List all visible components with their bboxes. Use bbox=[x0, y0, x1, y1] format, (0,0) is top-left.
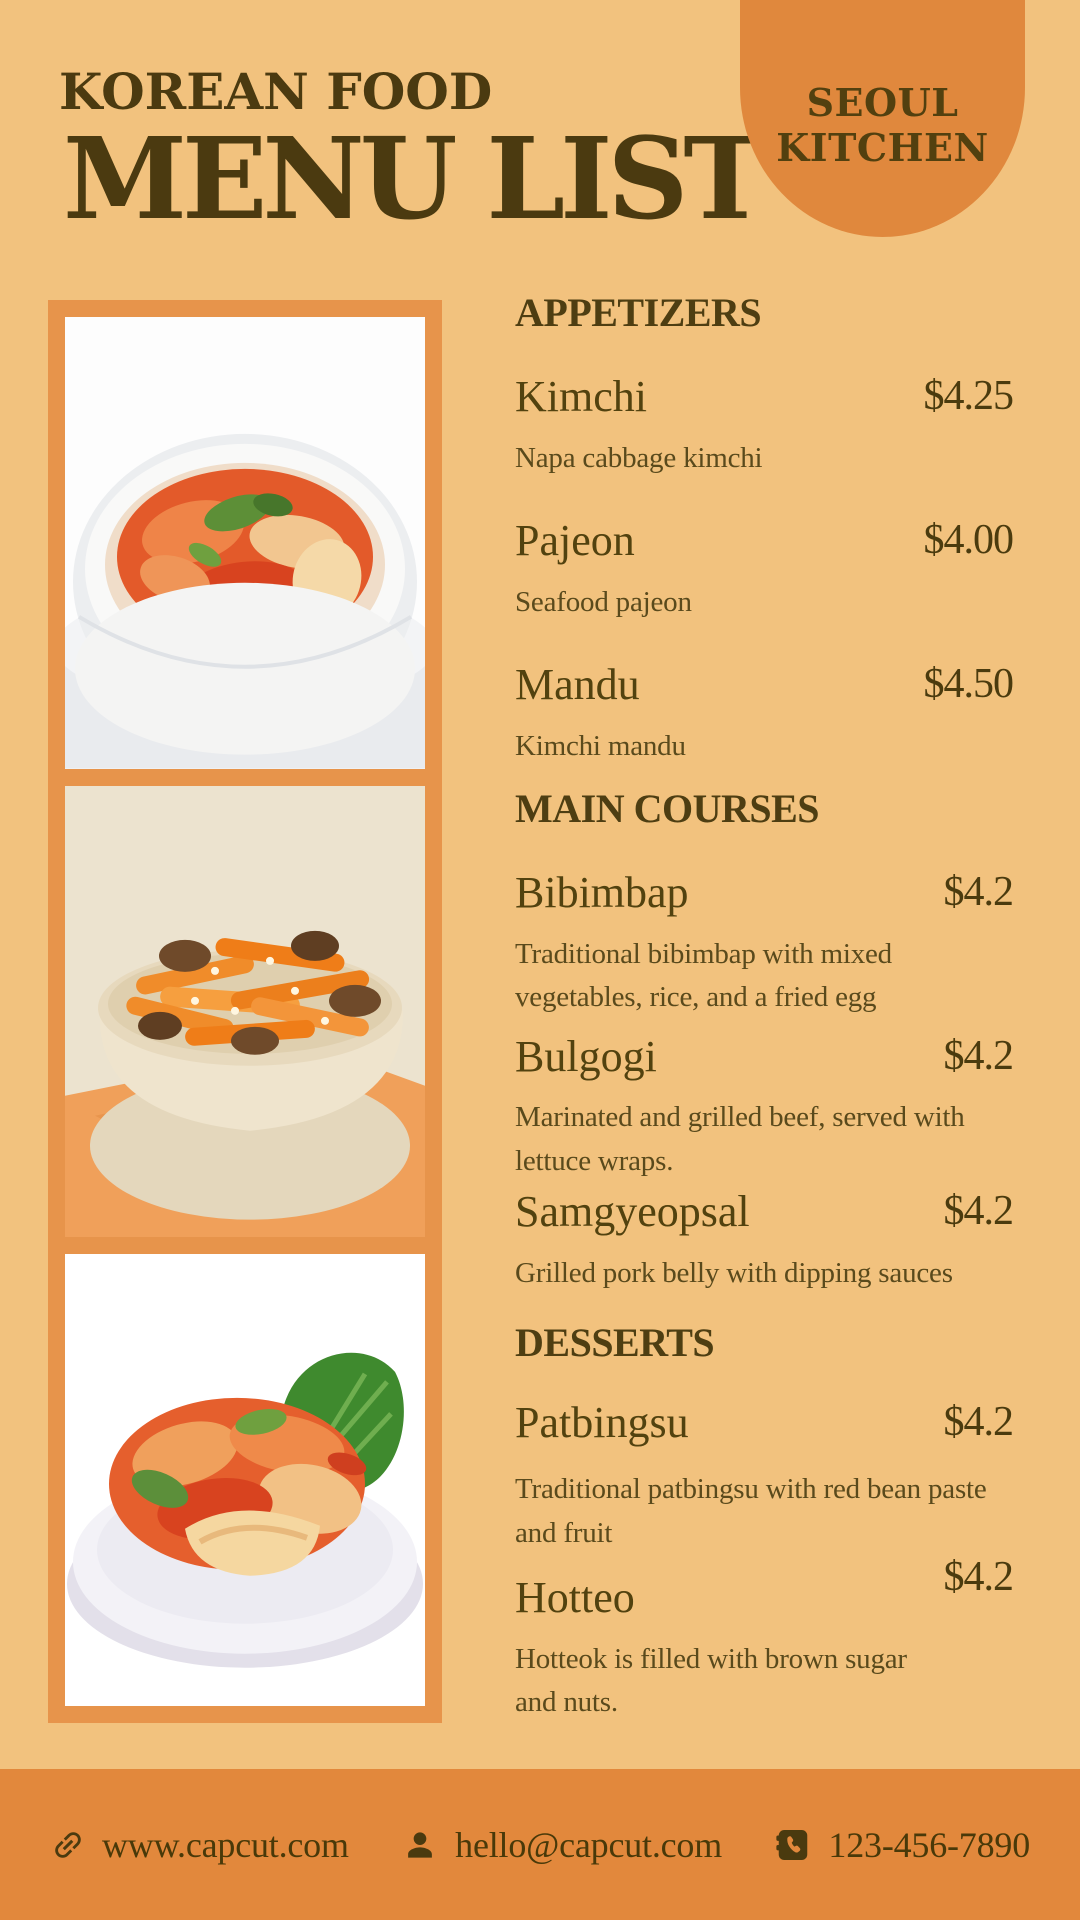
menu-item-hotteo bbox=[515, 1554, 1013, 1624]
item-name: Bulgogi bbox=[515, 1031, 657, 1081]
item-name: Hotteo bbox=[515, 1573, 635, 1623]
desc-line: Grilled pork belly with dipping sauces bbox=[515, 1257, 953, 1290]
item-name: Patbingsu bbox=[515, 1397, 689, 1447]
desc-line: vegetables, rice, and a fried egg bbox=[515, 981, 877, 1014]
item-name: Kimchi bbox=[515, 372, 647, 421]
footer-website-text: www.capcut.com bbox=[102, 1824, 349, 1865]
item-description bbox=[515, 1638, 1013, 1725]
menu-item-samgyeopsal bbox=[515, 1187, 1013, 1238]
footer-phone-text: 123-456-7890 bbox=[828, 1824, 1030, 1865]
menu-item-kimchi bbox=[515, 372, 1013, 423]
header-subtitle: KOREAN FOOD bbox=[59, 62, 493, 121]
desc-line: Napa cabbage kimchi bbox=[515, 441, 763, 474]
item-price: $4.00 bbox=[923, 517, 1013, 564]
item-price: $4.2 bbox=[943, 1188, 1013, 1235]
brand-name-line2: KITCHEN bbox=[776, 124, 989, 170]
footer-contact-bar bbox=[0, 1769, 1080, 1920]
brand-name-line1: SEOUL bbox=[806, 79, 959, 125]
desc-line: Traditional bibimbap with mixed bbox=[515, 937, 892, 970]
photo-kimchi-plate bbox=[65, 1254, 425, 1706]
menu-item-bulgogi bbox=[515, 1032, 1013, 1083]
item-description bbox=[515, 1468, 1013, 1555]
item-price: $4.2 bbox=[943, 869, 1013, 916]
menu bbox=[515, 290, 1013, 1725]
item-price: $4.2 bbox=[943, 1554, 1013, 1601]
menu-item-patbingsu bbox=[515, 1398, 1013, 1449]
item-description bbox=[515, 1252, 1013, 1296]
item-description bbox=[515, 725, 1013, 769]
item-price: $4.2 bbox=[943, 1032, 1013, 1079]
phone-icon bbox=[774, 1826, 812, 1864]
section-title-appetizers: APPETIZERS bbox=[515, 290, 762, 335]
item-name: Mandu bbox=[515, 660, 640, 710]
item-description bbox=[515, 581, 1013, 625]
photo-carrot-salad bbox=[65, 786, 425, 1238]
item-description bbox=[515, 933, 1013, 1020]
desc-line: Marinated and grilled beef, served with bbox=[515, 1101, 965, 1134]
link-icon bbox=[50, 1827, 86, 1863]
photo-frame bbox=[48, 300, 442, 1723]
menu-item-mandu bbox=[515, 660, 1013, 711]
page-title: MENU LIST bbox=[63, 113, 762, 245]
kimchi-plate-illustration bbox=[65, 1254, 425, 1706]
item-description bbox=[515, 1096, 1013, 1183]
item-name: Pajeon bbox=[515, 516, 635, 566]
brand-badge bbox=[740, 0, 1025, 237]
desc-line: Hotteok is filled with brown sugar bbox=[515, 1642, 907, 1675]
menu-item-pajeon bbox=[515, 516, 1013, 567]
desc-line: Seafood pajeon bbox=[515, 585, 692, 618]
section-title-desserts: DESSERTS bbox=[515, 1319, 715, 1365]
item-price: $4.50 bbox=[923, 661, 1013, 708]
footer-phone-link[interactable] bbox=[774, 1824, 1030, 1866]
footer-email-link[interactable] bbox=[401, 1824, 722, 1866]
desc-line: Kimchi mandu bbox=[515, 729, 686, 762]
item-price: $4.2 bbox=[943, 1398, 1013, 1445]
desc-line: and fruit bbox=[515, 1516, 613, 1549]
header bbox=[59, 62, 762, 245]
item-name: Bibimbap bbox=[515, 868, 689, 918]
photo-kimchi-bowl bbox=[65, 317, 425, 769]
menu-item-bibimbap bbox=[515, 868, 1013, 919]
item-description bbox=[515, 437, 1013, 481]
item-name: Samgyeopsal bbox=[515, 1187, 750, 1237]
footer-email-text: hello@capcut.com bbox=[455, 1824, 723, 1865]
footer-website-link[interactable] bbox=[50, 1824, 349, 1866]
desc-line: and nuts. bbox=[515, 1686, 618, 1719]
carrot-salad-illustration bbox=[65, 786, 425, 1238]
person-icon bbox=[401, 1826, 439, 1864]
kimchi-bowl-illustration bbox=[65, 317, 425, 769]
section-title-main-courses: MAIN COURSES bbox=[515, 786, 820, 832]
desc-line: Traditional patbingsu with red bean paste bbox=[515, 1473, 987, 1506]
item-price: $4.25 bbox=[923, 373, 1013, 419]
desc-line: lettuce wraps. bbox=[515, 1144, 674, 1177]
